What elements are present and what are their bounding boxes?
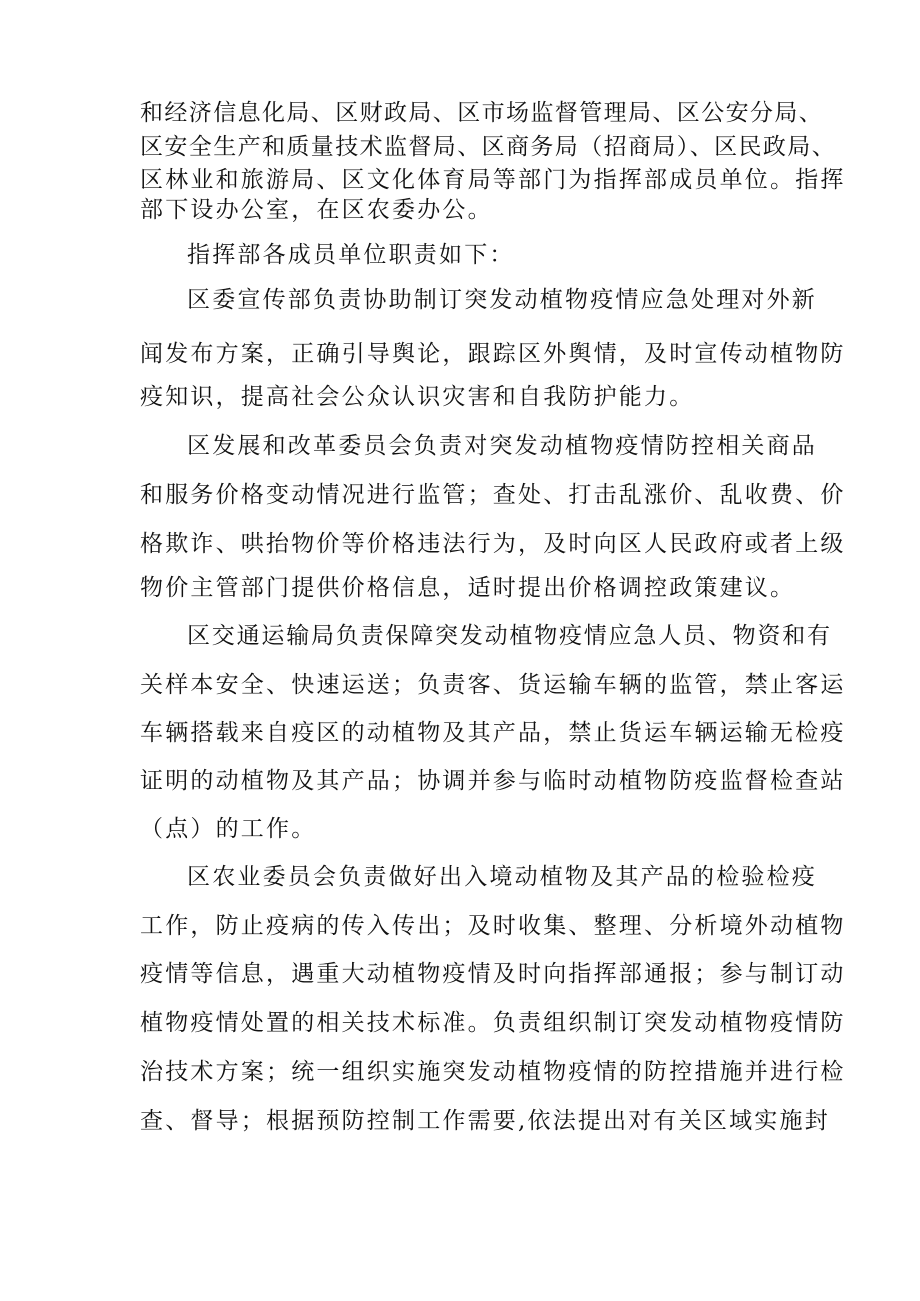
text-line: 区安全生产和质量技术监督局、区商务局（招商局）、区民政局、: [140, 134, 837, 160]
text-line: 治技术方案；统一组织实施突发动植物疫情的防控措施并进行检: [140, 1059, 846, 1085]
text-line: 部下设办公室，在区农委办公。: [140, 197, 493, 223]
text-line: 区林业和旅游局、区文化体育局等部门为指挥部成员单位。指挥: [140, 167, 846, 193]
text-line: 证明的动植物及其产品；协调并参与临时动植物防疫监督检查站: [140, 768, 846, 794]
text-line: 和经济信息化局、区财政局、区市场监督管理局、区公安分局、: [140, 100, 824, 126]
text-line: 闻发布方案，正确引导舆论，跟踪区外舆情，及时宣传动植物防: [140, 341, 846, 367]
text-line: 疫情等信息，遇重大动植物疫情及时向指挥部通报；参与制订动: [140, 961, 846, 987]
text-line: 和服务价格变动情况进行监管；查处、打击乱涨价、乱收费、价: [140, 482, 846, 508]
text-line: （点）的工作。: [140, 816, 317, 842]
text-line: 疫知识，提高社会公众认识灾害和自我防护能力。: [140, 384, 695, 410]
text-line: 关样本安全、快速运送；负责客、货运输车辆的监管，禁止客运: [140, 672, 846, 698]
text-line: 查、督导；根据预防控制工作需要,依法提出对有关区域实施封: [140, 1108, 830, 1134]
text-line: 车辆搭载来自疫区的动植物及其产品，禁止货运车辆运输无检疫: [140, 720, 846, 746]
text-line: 区农业委员会负责做好出入境动植物及其产品的检验检疫: [187, 864, 817, 890]
text-line: 植物疫情处置的相关技术标准。负责组织制订突发动植物疫情防: [140, 1010, 846, 1036]
text-line: 物价主管部门提供价格信息，适时提出价格调控政策建议。: [140, 575, 796, 601]
text-line: 区委宣传部负责协助制订突发动植物疫情应急处理对外新: [187, 287, 817, 313]
text-line: 工作，防止疫病的传入传出；及时收集、整理、分析境外动植物: [140, 913, 846, 939]
section-heading: 指挥部各成员单位职责如下：: [187, 242, 515, 268]
text-line: 格欺诈、哄抬物价等价格违法行为，及时向区人民政府或者上级: [140, 531, 846, 557]
text-line: 区发展和改革委员会负责对突发动植物疫情防控相关商品: [187, 433, 817, 459]
text-line: 区交通运输局负责保障突发动植物疫情应急人员、物资和有: [187, 623, 832, 649]
